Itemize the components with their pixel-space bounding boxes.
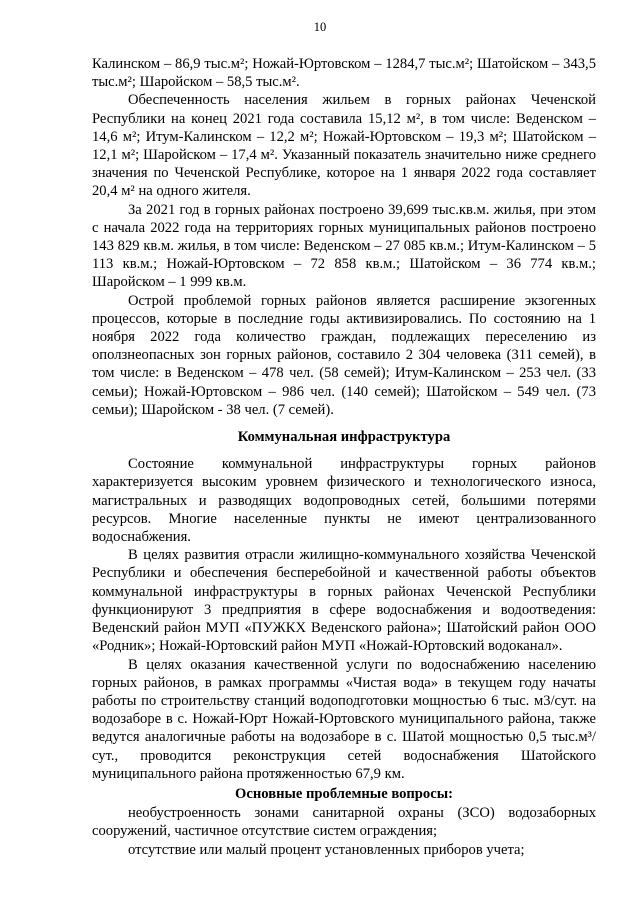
paragraph-housing-provision: Обеспеченность населения жильем в горных районах Чеченской Республики на конец 2021 года составила 15,12 м², в том числе: Веденском – 14,6 м²; Итум-Калинском – 12,2 м²; Ножай-Юртовском – 19,3 м²; Шатойском – 12,1 м²; Шаройском – 17,4 м². Указанный показатель значительно ниже среднего значения по Чеченской Республике, которое на 1 января 2022 года составляет 20,4 м² на одного жителя. (92, 92, 596, 200)
document-body (92, 55, 596, 859)
section-heading-problems: Основные проблемные вопросы: (235, 785, 453, 802)
list-item: отсутствие или малый процент установленных приборов учета; (128, 841, 525, 858)
page-number: 10 (313, 20, 327, 34)
paragraph-clean-water: В целях оказания качественной услуги по водоснабжению населению горных районов, в рамках программы «Чистая вода» в текущем году начаты работы по строительству станций водоподготовки мощностью 6 тыс. м3/сут. на водозаборе в с. Ножай-Юрт Ножай-Юртовского муниципального района, также ведутся аналогичные работы на водозаборе в с. Шатой мощностью 0,5 тыс.м³/сут., проводится реконструкция сетей водоснабжения Шатойского муниципального района протяженностью 67,9 км. (92, 656, 596, 782)
list-item: необустроенность зонами санитарной охраны (ЗСО) водозаборных сооружений, частичное отсутствие систем ограждения; (92, 805, 596, 840)
section-heading-utilities: Коммунальная инфраструктура (237, 429, 451, 446)
paragraph-housing-construction: За 2021 год в горных районах построено 39,699 тыс.кв.м. жилья, при этом с начала 2022 года на территориях горных муниципальных районов построено 143 829 кв.м. жилья, в том числе: Веденском – 27 085 кв.м.; Итум-Калинском – 5 113 кв.м.; Ножай-Юртовском – 72 858 кв.м.; Шатойском – 36 774 кв.м.; Шаройском – 1 999 кв.м. (92, 201, 596, 291)
paragraph-utilities-state: Состояние коммунальной инфраструктуры горных районов характеризуется высоким уровнем физического и технологического износа, магистральных и разводящих водопроводных сетей, большими потерями ресурсов. Многие населенные пункты не имеют централизованного водоснабжения. (92, 456, 596, 546)
paragraph-utilities-enterprises: В целях развития отрасли жилищно-коммунального хозяйства Чеченской Республики и обеспечения бесперебойной и качественной работы объектов коммунальной инфраструктуры в горных районах Чеченской Республики функционируют 3 предприятия в сфере водоснабжения и водоотведения: Веденский район МУП «ПУЖКХ Веденского района»; Шатойский район ООО «Родник»; Ножай-Юртовский район МУП «Ножай-Юртовский водоканал». (92, 547, 596, 655)
paragraph-continuation: Калинском – 86,9 тыс.м²; Ножай-Юртовском – 1284,7 тыс.м²; Шатойском – 343,5 тыс.м²; Шаройском – 58,5 тыс.м². (92, 56, 596, 91)
paragraph-exogenous-processes: Острой проблемой горных районов является расширение экзогенных процессов, которые в последние годы активизировались. По состоянию на 1 ноября 2022 года количество граждан, подлежащих переселению из оползнеопасных зон горных районов, составило 2 304 человека (311 семей), в том числе: в Веденском – 478 чел. (58 семей); Итум-Калинском – 253 чел. (33 семьи); Ножай-Юртовском – 986 чел. (140 семей); Шатойском – 549 чел. (73 семьи); Шаройском - 38 чел. (7 семей). (92, 292, 596, 418)
